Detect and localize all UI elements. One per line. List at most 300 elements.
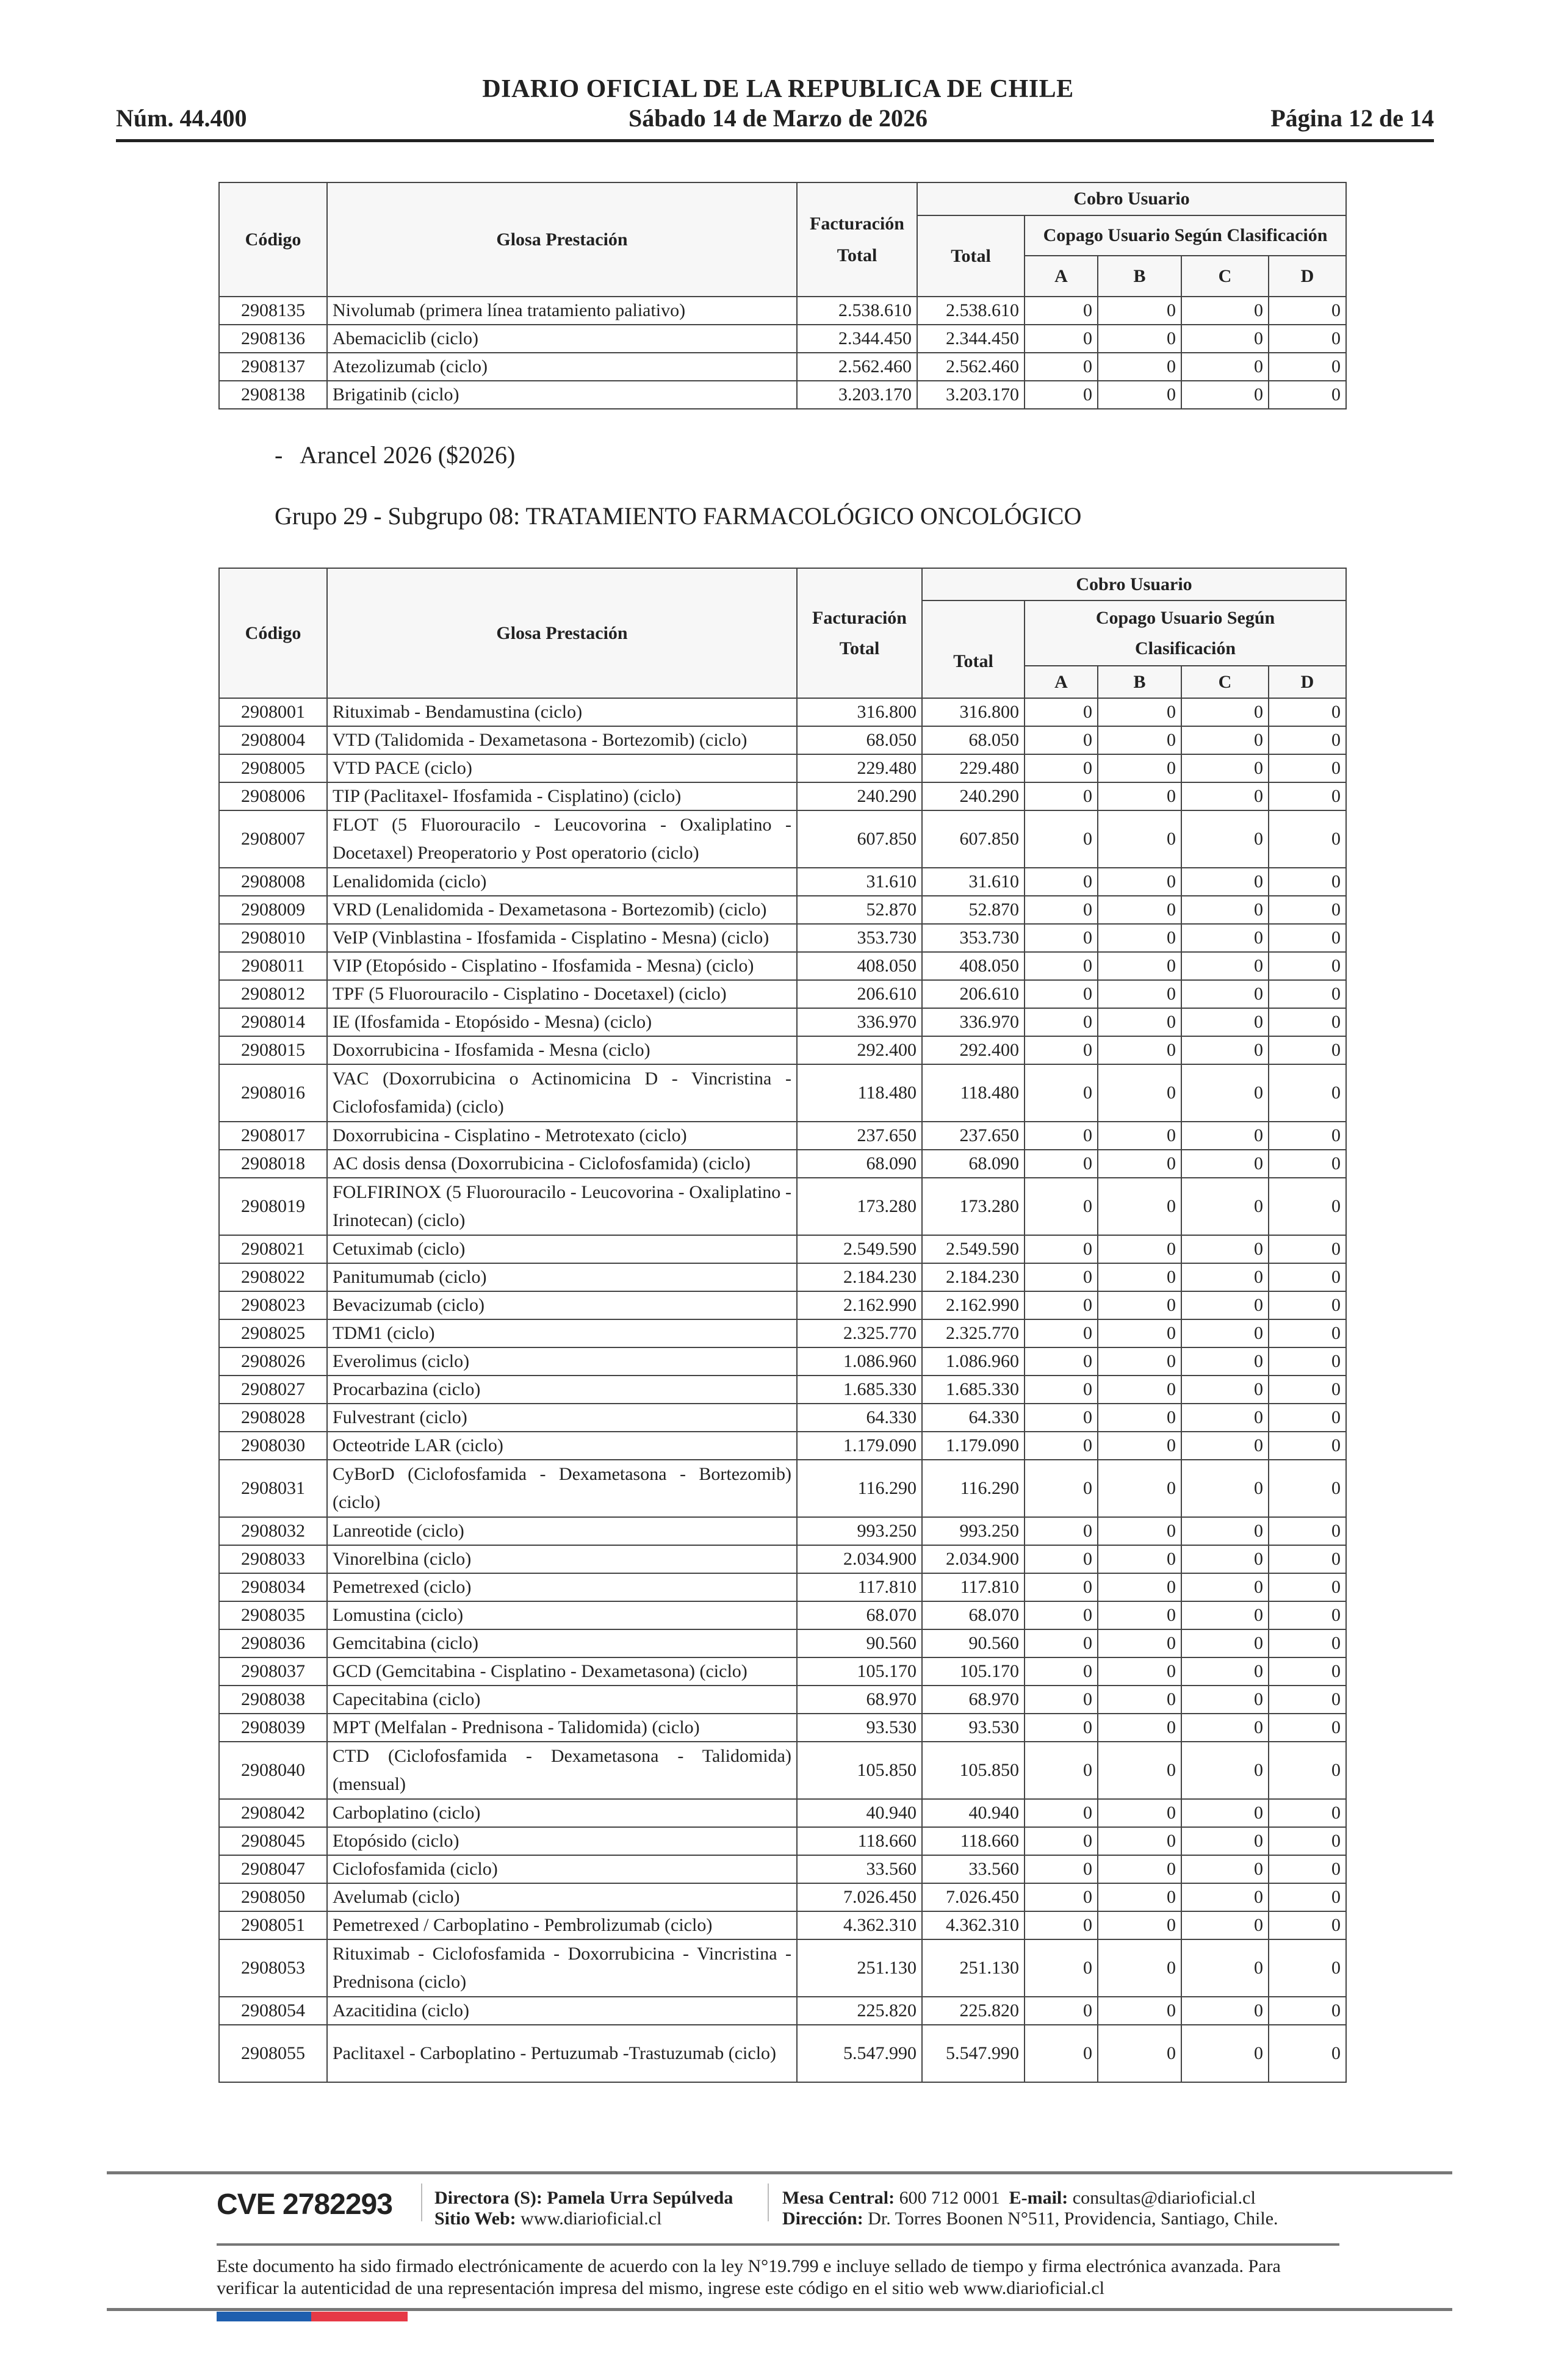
cell-copago-a: 0	[1025, 1883, 1098, 1911]
table-row	[219, 1742, 1346, 1799]
cell-copago-c: 0	[1181, 1573, 1269, 1601]
cell-glosa: VIP (Etopósido - Cisplatino - Ifosfamida - Mesna) (ciclo)	[327, 952, 797, 980]
cell-copago-d: 0	[1269, 1657, 1346, 1686]
table-row	[219, 1799, 1346, 1827]
cell-copago-d: 0	[1269, 1122, 1346, 1150]
cell-copago-c: 0	[1181, 698, 1269, 726]
cell-copago-b: 0	[1098, 1064, 1181, 1122]
cell-copago-a: 0	[1025, 297, 1098, 325]
cell-copago-c: 0	[1181, 868, 1269, 896]
cell-copago-c: 0	[1181, 1686, 1269, 1714]
cell-total: 1.685.330	[922, 1376, 1025, 1404]
cell-copago-d: 0	[1269, 297, 1346, 325]
table-row	[219, 1150, 1346, 1178]
cell-total: 353.730	[922, 924, 1025, 952]
cell-facturacion: 31.610	[797, 868, 922, 896]
cell-copago-b: 0	[1098, 924, 1181, 952]
cell-total: 52.870	[922, 896, 1025, 924]
cell-copago-c: 0	[1181, 1545, 1269, 1573]
cell-copago-c: 0	[1181, 810, 1269, 868]
cell-code: 2908001	[219, 698, 327, 726]
col-header-d: D	[1269, 256, 1346, 297]
cell-copago-b: 0	[1098, 2025, 1181, 2082]
cell-total: 2.162.990	[922, 1291, 1025, 1319]
cell-code: 2908005	[219, 754, 327, 782]
cell-copago-c: 0	[1181, 1347, 1269, 1376]
cell-copago-d: 0	[1269, 2025, 1346, 2082]
cell-total: 117.810	[922, 1573, 1025, 1601]
cell-copago-b: 0	[1098, 1263, 1181, 1291]
cell-copago-a: 0	[1025, 1235, 1098, 1263]
cell-copago-c: 0	[1181, 1517, 1269, 1545]
table-row	[219, 1319, 1346, 1347]
cell-code: 2908007	[219, 810, 327, 868]
cell-copago-b: 0	[1098, 980, 1181, 1008]
cell-copago-c: 0	[1181, 1657, 1269, 1686]
cell-code: 2908009	[219, 896, 327, 924]
cell-total: 33.560	[922, 1855, 1025, 1883]
cell-copago-b: 0	[1098, 952, 1181, 980]
cell-code: 2908010	[219, 924, 327, 952]
cell-copago-b: 0	[1098, 1629, 1181, 1657]
cell-copago-a: 0	[1025, 381, 1098, 409]
cell-glosa: CyBorD (Ciclofosfamida - Dexametasona - Bortezomib) (ciclo)	[327, 1460, 797, 1517]
cell-copago-b: 0	[1098, 754, 1181, 782]
cell-copago-a: 0	[1025, 1545, 1098, 1573]
table-row	[219, 1064, 1346, 1122]
col-header-b: B	[1098, 256, 1181, 297]
cell-copago-d: 0	[1269, 325, 1346, 353]
cell-copago-d: 0	[1269, 1686, 1346, 1714]
cell-total: 2.325.770	[922, 1319, 1025, 1347]
cell-copago-d: 0	[1269, 1291, 1346, 1319]
web-label: Sitio Web:	[434, 2209, 516, 2229]
cell-copago-b: 0	[1098, 1601, 1181, 1629]
cell-glosa: FLOT (5 Fluorouracilo - Leucovorina - Oxaliplatino - Docetaxel) Preoperatorio y Post operatorio (ciclo)	[327, 810, 797, 868]
cell-copago-a: 0	[1025, 1939, 1098, 1997]
cell-total: 31.610	[922, 868, 1025, 896]
cell-copago-d: 0	[1269, 810, 1346, 868]
email-link[interactable]: consultas@diarioficial.cl	[1072, 2188, 1256, 2208]
cell-glosa: Nivolumab (primera línea tratamiento paliativo)	[327, 297, 797, 325]
cell-code: 2908051	[219, 1911, 327, 1939]
table-row	[219, 726, 1346, 754]
cell-copago-b: 0	[1098, 1376, 1181, 1404]
cell-facturacion: 993.250	[797, 1517, 922, 1545]
cell-total: 1.086.960	[922, 1347, 1025, 1376]
cell-copago-c: 0	[1181, 1601, 1269, 1629]
cell-code: 2908137	[219, 353, 327, 381]
cell-copago-a: 0	[1025, 868, 1098, 896]
cell-code: 2908034	[219, 1573, 327, 1601]
cell-copago-a: 0	[1025, 325, 1098, 353]
cell-total: 292.400	[922, 1036, 1025, 1064]
cell-copago-b: 0	[1098, 1799, 1181, 1827]
cell-copago-b: 0	[1098, 1573, 1181, 1601]
issue-date: Sábado 14 de Marzo de 2026	[629, 104, 927, 132]
cell-copago-a: 0	[1025, 1432, 1098, 1460]
cell-copago-b: 0	[1098, 896, 1181, 924]
cell-copago-a: 0	[1025, 1263, 1098, 1291]
cell-copago-c: 0	[1181, 1235, 1269, 1263]
cell-facturacion: 68.070	[797, 1601, 922, 1629]
footer-divider	[107, 2171, 1452, 2174]
cell-copago-b: 0	[1098, 1657, 1181, 1686]
cell-copago-a: 0	[1025, 1347, 1098, 1376]
cell-code: 2908011	[219, 952, 327, 980]
cell-copago-d: 0	[1269, 381, 1346, 409]
cell-facturacion: 116.290	[797, 1460, 922, 1517]
table-row	[219, 810, 1346, 868]
cell-copago-d: 0	[1269, 1545, 1346, 1573]
mesa-phone: 600 712 0001	[899, 2188, 1000, 2208]
cell-facturacion: 40.940	[797, 1799, 922, 1827]
cell-code: 2908138	[219, 381, 327, 409]
page-number: Página 12 de 14	[1270, 104, 1434, 132]
cell-copago-d: 0	[1269, 1263, 1346, 1291]
cell-total: 4.362.310	[922, 1911, 1025, 1939]
cell-code: 2908025	[219, 1319, 327, 1347]
cell-copago-a: 0	[1025, 2025, 1098, 2082]
table-row	[219, 1883, 1346, 1911]
cell-glosa: Octeotride LAR (ciclo)	[327, 1432, 797, 1460]
cell-copago-b: 0	[1098, 1997, 1181, 2025]
cell-copago-c: 0	[1181, 1911, 1269, 1939]
cell-total: 7.026.450	[922, 1883, 1025, 1911]
cell-total: 2.562.460	[917, 353, 1025, 381]
table-row	[219, 381, 1346, 409]
publication-title: DIARIO OFICIAL DE LA REPUBLICA DE CHILE	[482, 75, 1074, 103]
cell-code: 2908004	[219, 726, 327, 754]
cell-copago-a: 0	[1025, 1601, 1098, 1629]
cell-total: 2.549.590	[922, 1235, 1025, 1263]
cell-copago-d: 0	[1269, 1319, 1346, 1347]
cell-copago-b: 0	[1098, 1517, 1181, 1545]
cell-copago-a: 0	[1025, 1657, 1098, 1686]
cell-copago-c: 0	[1181, 754, 1269, 782]
cell-glosa: FOLFIRINOX (5 Fluorouracilo - Leucovorina - Oxaliplatino - Irinotecan) (ciclo)	[327, 1178, 797, 1235]
cell-glosa: Panitumumab (ciclo)	[327, 1263, 797, 1291]
cell-copago-c: 0	[1181, 1291, 1269, 1319]
cell-copago-a: 0	[1025, 1827, 1098, 1855]
cell-facturacion: 68.970	[797, 1686, 922, 1714]
table-row	[219, 1827, 1346, 1855]
cell-copago-c: 0	[1181, 896, 1269, 924]
col-header-copago: Copago Usuario Según Clasificación	[1025, 600, 1346, 666]
cell-total: 251.130	[922, 1939, 1025, 1997]
cell-code: 2908042	[219, 1799, 327, 1827]
footer-separator	[421, 2183, 422, 2221]
cell-copago-d: 0	[1269, 1008, 1346, 1036]
cell-code: 2908023	[219, 1291, 327, 1319]
footer-editorial	[434, 2188, 733, 2229]
table-row	[219, 1432, 1346, 1460]
cell-copago-d: 0	[1269, 1150, 1346, 1178]
cell-copago-a: 0	[1025, 1064, 1098, 1122]
cell-glosa: Fulvestrant (ciclo)	[327, 1404, 797, 1432]
cell-glosa: Atezolizumab (ciclo)	[327, 353, 797, 381]
footer-separator	[768, 2183, 769, 2221]
cell-glosa: Procarbazina (ciclo)	[327, 1376, 797, 1404]
cell-glosa: Etopósido (ciclo)	[327, 1827, 797, 1855]
cell-facturacion: 2.562.460	[797, 353, 917, 381]
cell-facturacion: 408.050	[797, 952, 922, 980]
table-row	[219, 868, 1346, 896]
table-row	[219, 1263, 1346, 1291]
cell-facturacion: 1.685.330	[797, 1376, 922, 1404]
cell-total: 90.560	[922, 1629, 1025, 1657]
cell-copago-d: 0	[1269, 1573, 1346, 1601]
col-header-b: B	[1098, 666, 1181, 698]
cell-total: 3.203.170	[917, 381, 1025, 409]
cell-copago-a: 0	[1025, 810, 1098, 868]
cell-copago-d: 0	[1269, 1347, 1346, 1376]
cell-facturacion: 240.290	[797, 782, 922, 810]
cell-copago-a: 0	[1025, 952, 1098, 980]
table-row	[219, 1657, 1346, 1686]
cell-facturacion: 225.820	[797, 1997, 922, 2025]
table-row	[219, 1178, 1346, 1235]
cell-copago-d: 0	[1269, 1460, 1346, 1517]
cell-copago-d: 0	[1269, 1997, 1346, 2025]
col-header-a: A	[1025, 256, 1098, 297]
cell-copago-c: 0	[1181, 1460, 1269, 1517]
cell-glosa: Doxorrubicina - Cisplatino - Metrotexato (ciclo)	[327, 1122, 797, 1150]
cell-copago-d: 0	[1269, 782, 1346, 810]
cell-code: 2908006	[219, 782, 327, 810]
cell-facturacion: 52.870	[797, 896, 922, 924]
direccion-label: Dirección:	[782, 2209, 863, 2229]
cell-code: 2908026	[219, 1347, 327, 1376]
cell-copago-d: 0	[1269, 1517, 1346, 1545]
cell-facturacion: 2.184.230	[797, 1263, 922, 1291]
cell-copago-b: 0	[1098, 1883, 1181, 1911]
directora-label: Directora (S):	[434, 2188, 542, 2208]
cell-glosa: Pemetrexed (ciclo)	[327, 1573, 797, 1601]
cell-copago-a: 0	[1025, 896, 1098, 924]
col-header-codigo: Código	[219, 182, 327, 297]
cell-copago-d: 0	[1269, 1855, 1346, 1883]
cell-facturacion: 2.538.610	[797, 297, 917, 325]
cell-copago-d: 0	[1269, 1742, 1346, 1799]
cell-facturacion: 3.203.170	[797, 381, 917, 409]
cell-copago-c: 0	[1181, 1404, 1269, 1432]
cell-copago-b: 0	[1098, 1742, 1181, 1799]
cell-copago-d: 0	[1269, 952, 1346, 980]
cell-copago-a: 0	[1025, 1517, 1098, 1545]
cell-facturacion: 1.179.090	[797, 1432, 922, 1460]
table-row	[219, 1855, 1346, 1883]
cell-copago-c: 0	[1181, 1263, 1269, 1291]
group-heading: Grupo 29 - Subgrupo 08: TRATAMIENTO FARMACOLÓGICO ONCOLÓGICO	[275, 502, 1082, 530]
cell-copago-c: 0	[1181, 980, 1269, 1008]
cell-glosa: Bevacizumab (ciclo)	[327, 1291, 797, 1319]
cell-copago-a: 0	[1025, 1291, 1098, 1319]
cell-copago-b: 0	[1098, 868, 1181, 896]
tariff-year-note: - Arancel 2026 ($2026)	[275, 441, 516, 469]
cell-copago-b: 0	[1098, 1460, 1181, 1517]
cell-copago-c: 0	[1181, 381, 1269, 409]
cell-total: 118.660	[922, 1827, 1025, 1855]
cell-code: 2908016	[219, 1064, 327, 1122]
cell-total: 64.330	[922, 1404, 1025, 1432]
table-row	[219, 782, 1346, 810]
cell-facturacion: 7.026.450	[797, 1883, 922, 1911]
table-row	[219, 1911, 1346, 1939]
directora-name: Pamela Urra Sepúlveda	[547, 2188, 733, 2208]
table-row	[219, 980, 1346, 1008]
cell-glosa: Pemetrexed / Carboplatino - Pembrolizumab (ciclo)	[327, 1911, 797, 1939]
cell-copago-b: 0	[1098, 1008, 1181, 1036]
cell-total: 2.344.450	[917, 325, 1025, 353]
cell-code: 2908045	[219, 1827, 327, 1855]
cell-code: 2908047	[219, 1855, 327, 1883]
cell-facturacion: 33.560	[797, 1855, 922, 1883]
table-row	[219, 2025, 1346, 2082]
cell-copago-a: 0	[1025, 726, 1098, 754]
cell-glosa: Lenalidomida (ciclo)	[327, 868, 797, 896]
cell-total: 607.850	[922, 810, 1025, 868]
cell-glosa: Paclitaxel - Carboplatino - Pertuzumab -Trastuzumab (ciclo)	[327, 2025, 797, 2082]
cell-copago-d: 0	[1269, 1376, 1346, 1404]
cell-glosa: CTD (Ciclofosfamida - Dexametasona - Talidomida) (mensual)	[327, 1742, 797, 1799]
cell-copago-a: 0	[1025, 1122, 1098, 1150]
cell-copago-c: 0	[1181, 1629, 1269, 1657]
cell-copago-b: 0	[1098, 1714, 1181, 1742]
cell-glosa: Everolimus (ciclo)	[327, 1347, 797, 1376]
cell-copago-c: 0	[1181, 726, 1269, 754]
cell-facturacion: 64.330	[797, 1404, 922, 1432]
cell-code: 2908018	[219, 1150, 327, 1178]
cell-code: 2908019	[219, 1178, 327, 1235]
cell-copago-c: 0	[1181, 1150, 1269, 1178]
cell-copago-d: 0	[1269, 1827, 1346, 1855]
cell-total: 408.050	[922, 952, 1025, 980]
cell-copago-b: 0	[1098, 1432, 1181, 1460]
cell-glosa: Ciclofosfamida (ciclo)	[327, 1855, 797, 1883]
table-row	[219, 1460, 1346, 1517]
cell-copago-b: 0	[1098, 1150, 1181, 1178]
cell-code: 2908015	[219, 1036, 327, 1064]
mesa-label: Mesa Central:	[782, 2188, 895, 2208]
cell-copago-d: 0	[1269, 1235, 1346, 1263]
cell-total: 2.184.230	[922, 1263, 1025, 1291]
cell-copago-c: 0	[1181, 952, 1269, 980]
cell-facturacion: 68.090	[797, 1150, 922, 1178]
cell-glosa: Avelumab (ciclo)	[327, 1883, 797, 1911]
cell-total: 206.610	[922, 980, 1025, 1008]
cell-copago-a: 0	[1025, 1629, 1098, 1657]
cell-glosa: Rituximab - Bendamustina (ciclo)	[327, 698, 797, 726]
cell-glosa: VeIP (Vinblastina - Ifosfamida - Cisplatino - Mesna) (ciclo)	[327, 924, 797, 952]
cell-facturacion: 353.730	[797, 924, 922, 952]
cell-total: 237.650	[922, 1122, 1025, 1150]
flag-stripe-red	[311, 2312, 408, 2321]
cell-total: 5.547.990	[922, 2025, 1025, 2082]
direccion-value: Dr. Torres Boonen N°511, Providencia, Santiago, Chile.	[868, 2209, 1278, 2229]
cell-code: 2908036	[219, 1629, 327, 1657]
cell-glosa: MPT (Melfalan - Prednisona - Talidomida) (ciclo)	[327, 1714, 797, 1742]
cell-copago-a: 0	[1025, 1855, 1098, 1883]
cell-code: 2908039	[219, 1714, 327, 1742]
cell-copago-b: 0	[1098, 1911, 1181, 1939]
cell-glosa: VRD (Lenalidomida - Dexametasona - Bortezomib) (ciclo)	[327, 896, 797, 924]
web-link[interactable]: www.diarioficial.cl	[520, 2209, 662, 2229]
cell-copago-a: 0	[1025, 1686, 1098, 1714]
cell-code: 2908027	[219, 1376, 327, 1404]
table-row	[219, 1939, 1346, 1997]
cell-copago-a: 0	[1025, 782, 1098, 810]
cell-copago-a: 0	[1025, 1376, 1098, 1404]
cell-total: 116.290	[922, 1460, 1025, 1517]
col-header-copago: Copago Usuario Según Clasificación	[1025, 215, 1346, 256]
cell-copago-c: 0	[1181, 1122, 1269, 1150]
cell-code: 2908040	[219, 1742, 327, 1799]
cell-glosa: Abemaciclib (ciclo)	[327, 325, 797, 353]
col-header-total: Total	[917, 215, 1025, 297]
cell-copago-b: 0	[1098, 1939, 1181, 1997]
col-header-cobro: Cobro Usuario	[922, 568, 1346, 600]
cell-total: 2.538.610	[917, 297, 1025, 325]
table-row	[219, 1573, 1346, 1601]
cell-copago-a: 0	[1025, 1997, 1098, 2025]
cell-total: 68.070	[922, 1601, 1025, 1629]
cell-code: 2908053	[219, 1939, 327, 1997]
col-header-codigo: Código	[219, 568, 327, 698]
cell-glosa: TPF (5 Fluorouracilo - Cisplatino - Docetaxel) (ciclo)	[327, 980, 797, 1008]
col-header-facturacion: Facturación Total	[797, 182, 917, 297]
cell-total: 316.800	[922, 698, 1025, 726]
col-header-a: A	[1025, 666, 1098, 698]
cell-copago-b: 0	[1098, 1291, 1181, 1319]
table-row	[219, 1036, 1346, 1064]
footer-contact	[782, 2188, 1278, 2229]
cell-copago-d: 0	[1269, 868, 1346, 896]
cell-copago-b: 0	[1098, 381, 1181, 409]
cell-copago-c: 0	[1181, 297, 1269, 325]
cell-copago-c: 0	[1181, 924, 1269, 952]
cell-total: 993.250	[922, 1517, 1025, 1545]
issue-number: Núm. 44.400	[116, 104, 247, 132]
table-row	[219, 1404, 1346, 1432]
col-header-cobro: Cobro Usuario	[917, 182, 1346, 215]
cell-code: 2908135	[219, 297, 327, 325]
table-row	[219, 1714, 1346, 1742]
cell-code: 2908054	[219, 1997, 327, 2025]
cell-total: 105.850	[922, 1742, 1025, 1799]
col-header-c: C	[1181, 666, 1269, 698]
cell-copago-c: 0	[1181, 2025, 1269, 2082]
cell-code: 2908014	[219, 1008, 327, 1036]
table-row	[219, 1686, 1346, 1714]
cell-glosa: Vinorelbina (ciclo)	[327, 1545, 797, 1573]
header-divider	[116, 139, 1434, 142]
cell-copago-c: 0	[1181, 1432, 1269, 1460]
tariff-table-previous	[218, 182, 1347, 409]
cell-copago-a: 0	[1025, 1573, 1098, 1601]
cell-facturacion: 206.610	[797, 980, 922, 1008]
cell-copago-d: 0	[1269, 1911, 1346, 1939]
cell-facturacion: 105.170	[797, 1657, 922, 1686]
table-row	[219, 1517, 1346, 1545]
col-header-glosa: Glosa Prestación	[327, 182, 797, 297]
cell-copago-b: 0	[1098, 297, 1181, 325]
cell-facturacion: 237.650	[797, 1122, 922, 1150]
cell-copago-c: 0	[1181, 1827, 1269, 1855]
cell-glosa: Brigatinib (ciclo)	[327, 381, 797, 409]
cell-copago-b: 0	[1098, 1347, 1181, 1376]
cell-facturacion: 2.344.450	[797, 325, 917, 353]
